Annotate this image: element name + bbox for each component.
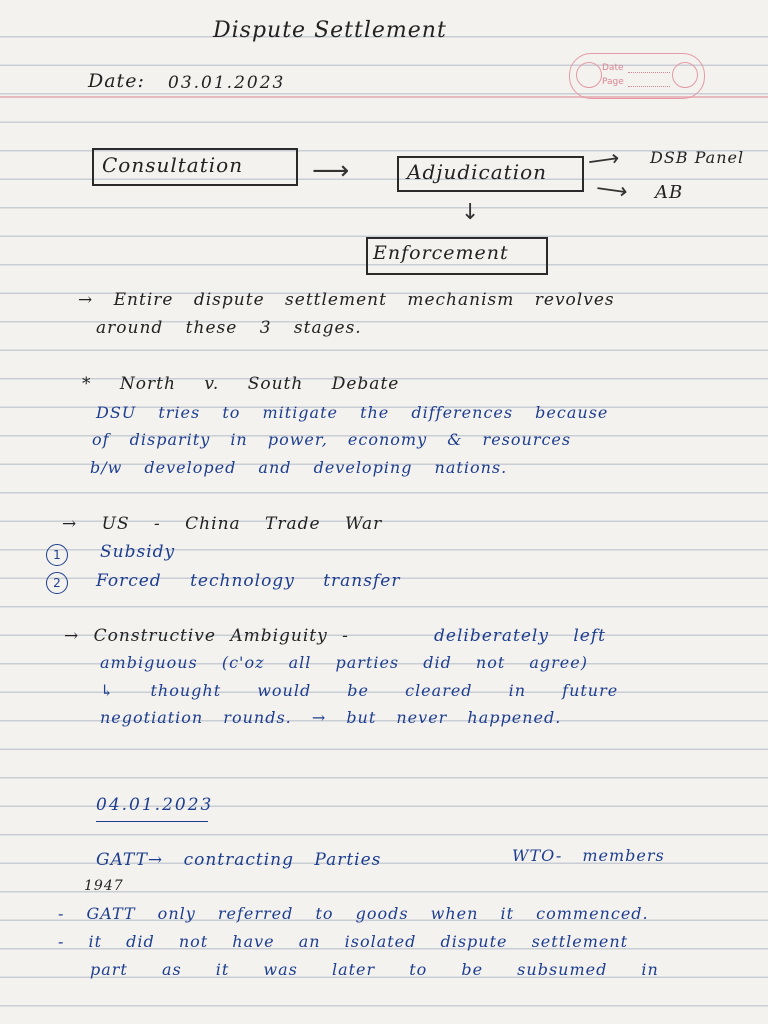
- page-title: Dispute Settlement: [213, 18, 447, 43]
- stamp-right-circle: [672, 62, 698, 88]
- trade-war-item-2: Forced technology transfer: [96, 571, 401, 591]
- stamp-page-label: Page: [602, 77, 624, 87]
- date-page-stamp: [569, 53, 705, 99]
- note-line-1: → Entire dispute settlement mechanism revolves: [78, 290, 615, 310]
- stamp-date-line: [628, 72, 670, 73]
- note-line-2: around these 3 stages.: [96, 318, 362, 338]
- gatt-line-1-right: WTO- members: [512, 846, 665, 865]
- gatt-line-1: GATT→ contracting Parties: [96, 850, 382, 870]
- arrow-to-dsb-icon: ⟶: [586, 145, 622, 176]
- second-date: 04.01.2023: [96, 795, 214, 815]
- stamp-left-circle: [576, 62, 602, 88]
- date-value: 03.01.2023: [168, 73, 286, 93]
- dsb-panel-label: DSB Panel: [650, 148, 745, 167]
- ambiguity-heading: → Constructive Ambiguity -: [64, 626, 349, 646]
- gatt-line-last: part as it was later to be subsumed in: [90, 960, 659, 979]
- north-south-line-2: of disparity in power, economy & resources: [92, 430, 572, 449]
- enforcement-label: Enforcement: [373, 242, 509, 264]
- date-label: Date:: [88, 70, 145, 92]
- adjudication-label: Adjudication: [407, 160, 548, 184]
- arrow-down-icon: ↓: [461, 200, 480, 225]
- second-date-underline: [96, 821, 208, 822]
- north-south-line-1: DSU tries to mitigate the differences because: [96, 403, 609, 422]
- arrow-right-icon: ⟶: [312, 156, 350, 186]
- ambiguity-line-2: ambiguous (c'oz all parties did not agree): [100, 653, 588, 672]
- ab-label: AB: [655, 182, 684, 203]
- north-south-line-3: b/w developed and developing nations.: [90, 458, 508, 477]
- north-south-heading: * North v. South Debate: [82, 374, 400, 394]
- gatt-bullet-2: - it did not have an isolated dispute settlement: [58, 932, 629, 951]
- gatt-year: 1947: [84, 878, 124, 894]
- trade-war-heading: → US - China Trade War: [62, 514, 383, 534]
- ambiguity-line-4: negotiation rounds. → but never happened.: [100, 708, 562, 727]
- item-number-1: 1: [46, 544, 68, 566]
- consultation-label: Consultation: [102, 153, 244, 177]
- ambiguity-line-3: ↳ thought would be cleared in future: [100, 681, 619, 700]
- stamp-page-line: [628, 86, 670, 87]
- trade-war-item-1: Subsidy: [100, 542, 176, 562]
- gatt-bullet-1: - GATT only referred to goods when it commenced.: [58, 904, 649, 923]
- stamp-date-label: Date: [602, 63, 624, 73]
- arrow-to-ab-icon: ⟶: [594, 175, 630, 206]
- ambiguity-heading-cont: deliberately left: [434, 626, 606, 646]
- item-number-2: 2: [46, 572, 68, 594]
